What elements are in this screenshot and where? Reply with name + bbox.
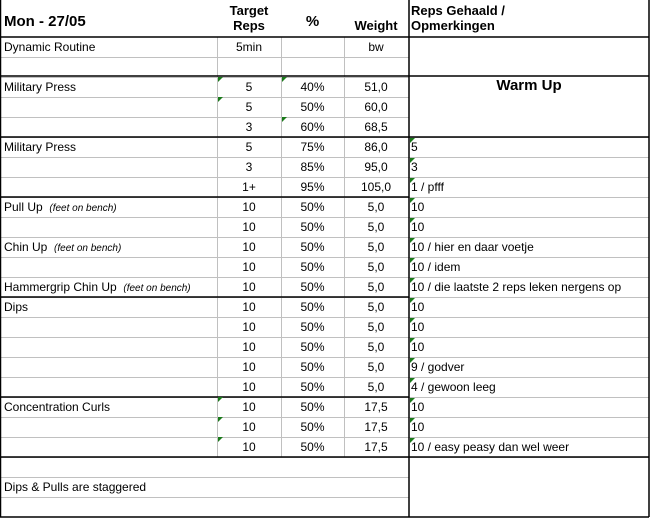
cell-reps-done[interactable]: 10 / easy peasy dan wel weer xyxy=(411,440,570,454)
cell-reps-done[interactable]: 4 / gewoon leeg xyxy=(411,380,496,394)
exercise-name: Pull Up xyxy=(4,200,43,214)
cell-weight[interactable]: 17,5 xyxy=(364,440,388,454)
cell-exercise[interactable] xyxy=(4,237,216,257)
cell-target-reps[interactable]: 10 xyxy=(242,440,256,454)
cell-exercise[interactable] xyxy=(4,57,216,77)
exercise-name: Military Press xyxy=(4,80,77,94)
cell-weight[interactable]: 105,0 xyxy=(360,180,392,194)
table-row xyxy=(0,197,651,217)
cell-reps-done[interactable]: 10 xyxy=(411,200,425,214)
table-row xyxy=(0,377,651,397)
cell-weight[interactable]: 86,0 xyxy=(364,140,388,154)
footer-note[interactable]: Dips & Pulls are staggered xyxy=(4,480,147,494)
cell-reps-done[interactable]: 10 / idem xyxy=(411,260,461,274)
table-row xyxy=(0,337,651,357)
cell-target-reps[interactable]: 10 xyxy=(242,360,256,374)
cell-target-reps[interactable]: 10 xyxy=(242,220,256,234)
cell-target-reps[interactable]: 1+ xyxy=(242,180,256,194)
cell-weight[interactable]: 60,0 xyxy=(364,100,388,114)
exercise-name: Chin Up xyxy=(4,240,48,254)
cell-weight[interactable]: 5,0 xyxy=(367,340,385,354)
cell-exercise[interactable] xyxy=(4,277,216,297)
cell-reps-done[interactable]: 10 xyxy=(411,420,425,434)
cell-exercise[interactable] xyxy=(4,117,216,137)
table-row xyxy=(0,297,651,317)
cell-percent[interactable]: 50% xyxy=(300,300,325,314)
cell-percent[interactable]: 95% xyxy=(300,180,325,194)
table-row xyxy=(0,317,651,337)
cell-exercise[interactable] xyxy=(4,137,216,157)
cell-exercise[interactable] xyxy=(4,417,216,437)
cell-reps-done[interactable]: 10 xyxy=(411,340,425,354)
header-target-reps-line1: Target xyxy=(229,3,269,18)
header-reps-done xyxy=(411,3,649,40)
cell-exercise[interactable] xyxy=(4,37,216,57)
cell-percent[interactable]: 50% xyxy=(300,420,325,434)
exercise-name: Military Press xyxy=(4,140,77,154)
cell-exercise[interactable] xyxy=(4,437,216,457)
cell-weight[interactable]: 5,0 xyxy=(367,240,385,254)
cell-percent[interactable]: 85% xyxy=(300,160,325,174)
table-row xyxy=(0,437,651,457)
cell-target-reps[interactable]: 10 xyxy=(242,400,256,414)
cell-percent[interactable]: 60% xyxy=(300,120,325,134)
cell-percent[interactable]: 50% xyxy=(300,320,325,334)
cell-weight[interactable]: 68,5 xyxy=(364,120,388,134)
cell-target-reps[interactable]: 10 xyxy=(242,380,256,394)
exercise-name: Hammergrip Chin Up xyxy=(4,280,117,294)
cell-target-reps[interactable]: 10 xyxy=(242,420,256,434)
exercise-note: (feet on bench) xyxy=(49,203,117,214)
cell-exercise[interactable] xyxy=(4,97,216,117)
cell-exercise[interactable] xyxy=(4,357,216,377)
cell-exercise[interactable] xyxy=(4,197,216,217)
cell-weight[interactable]: 5,0 xyxy=(367,380,385,394)
cell-percent[interactable]: 50% xyxy=(300,220,325,234)
cell-exercise[interactable] xyxy=(4,297,216,317)
table-row xyxy=(0,117,651,137)
cell-reps-done[interactable]: 10 xyxy=(411,400,425,414)
table-row xyxy=(0,397,651,417)
cell-weight[interactable]: 5,0 xyxy=(367,220,385,234)
cell-weight[interactable]: 95,0 xyxy=(364,160,388,174)
cell-target-reps[interactable]: 5 xyxy=(245,80,253,94)
header-reps-line2: Opmerkingen xyxy=(411,18,495,33)
cell-reps-done[interactable] xyxy=(411,97,649,117)
cell-weight[interactable] xyxy=(344,57,408,77)
cell-target-reps[interactable]: 10 xyxy=(242,200,256,214)
cell-reps-done[interactable] xyxy=(411,57,649,77)
cell-exercise[interactable] xyxy=(4,257,216,277)
cell-weight[interactable]: 5,0 xyxy=(367,260,385,274)
cell-percent[interactable]: 50% xyxy=(300,100,325,114)
cell-exercise[interactable] xyxy=(4,77,216,97)
exercise-note: (feet on bench) xyxy=(54,243,122,254)
cell-exercise[interactable] xyxy=(4,177,216,197)
cell-percent[interactable]: 50% xyxy=(300,440,325,454)
cell-exercise[interactable] xyxy=(4,217,216,237)
table-row xyxy=(0,277,651,297)
cell-reps-done[interactable]: 10 xyxy=(411,320,425,334)
cell-target-reps[interactable]: 10 xyxy=(242,340,256,354)
cell-percent[interactable]: 40% xyxy=(300,80,325,94)
cell-reps-done[interactable]: 10 xyxy=(411,220,425,234)
table-row xyxy=(0,177,651,197)
exercise-name: Dynamic Routine xyxy=(4,40,96,54)
cell-percent[interactable] xyxy=(281,37,344,57)
cell-weight[interactable]: 5,0 xyxy=(367,300,385,314)
cell-weight[interactable]: 17,5 xyxy=(364,420,388,434)
cell-percent[interactable]: 50% xyxy=(300,400,325,414)
cell-target-reps[interactable]: 10 xyxy=(242,240,256,254)
cell-weight[interactable]: bw xyxy=(368,40,384,54)
cell-weight[interactable]: 5,0 xyxy=(367,360,385,374)
cell-target-reps[interactable]: 3 xyxy=(245,120,253,134)
header-target-reps-line2: Reps xyxy=(233,18,265,33)
table-row xyxy=(0,417,651,437)
table-row xyxy=(0,57,651,77)
cell-target-reps[interactable]: 5 xyxy=(245,140,253,154)
cell-percent[interactable]: 50% xyxy=(300,380,325,394)
table-row xyxy=(0,137,651,157)
cell-target-reps[interactable]: 3 xyxy=(245,160,253,174)
cell-exercise[interactable] xyxy=(4,377,216,397)
warm-up-label: Warm Up xyxy=(496,77,562,94)
cell-weight[interactable]: 5,0 xyxy=(367,280,385,294)
cell-weight[interactable]: 5,0 xyxy=(367,200,385,214)
table-row xyxy=(0,37,651,57)
cell-exercise[interactable] xyxy=(4,397,216,417)
cell-reps-done[interactable] xyxy=(411,37,649,57)
cell-exercise[interactable] xyxy=(4,337,216,357)
exercise-note: (feet on bench) xyxy=(123,283,191,294)
cell-target-reps[interactable]: 10 xyxy=(242,300,256,314)
cell-reps-done[interactable]: 1 / pfff xyxy=(411,180,444,194)
cell-weight[interactable]: 5,0 xyxy=(367,320,385,334)
cell-target-reps[interactable]: 5 xyxy=(245,100,253,114)
exercise-name: Concentration Curls xyxy=(4,400,111,414)
cell-target-reps[interactable]: 10 xyxy=(242,320,256,334)
cell-percent[interactable]: 50% xyxy=(300,340,325,354)
header-target-reps xyxy=(217,3,281,40)
table-row xyxy=(0,257,651,277)
cell-reps-done[interactable]: 5 xyxy=(411,140,418,154)
cell-percent[interactable]: 50% xyxy=(300,260,325,274)
table-row xyxy=(0,237,651,257)
table-row xyxy=(0,97,651,117)
cell-exercise[interactable] xyxy=(4,157,216,177)
cell-reps-done[interactable] xyxy=(411,117,649,137)
exercise-name: Dips xyxy=(4,300,29,314)
table-row xyxy=(0,357,651,377)
cell-exercise[interactable] xyxy=(4,317,216,337)
cell-reps-done[interactable]: 3 xyxy=(411,160,418,174)
cell-target-reps[interactable] xyxy=(217,57,281,77)
cell-percent[interactable]: 50% xyxy=(300,240,325,254)
cell-percent[interactable]: 75% xyxy=(300,140,325,154)
cell-weight[interactable]: 51,0 xyxy=(364,80,388,94)
cell-reps-done[interactable]: 10 xyxy=(411,300,425,314)
cell-percent[interactable]: 50% xyxy=(300,280,325,294)
header-reps-line1: Reps Gehaald / xyxy=(411,3,505,18)
sheet-title: Mon - 27/05 xyxy=(4,13,86,30)
header-weight: Weight xyxy=(354,18,398,33)
cell-target-reps[interactable]: 10 xyxy=(242,280,256,294)
cell-reps-done[interactable]: 9 / godver xyxy=(411,360,465,374)
header-percent: % xyxy=(305,13,320,30)
cell-percent[interactable]: 50% xyxy=(300,360,325,374)
cell-reps-done[interactable]: 10 / die laatste 2 reps leken nergens op xyxy=(411,280,622,294)
cell-target-reps[interactable]: 5min xyxy=(235,40,262,54)
cell-percent[interactable]: 50% xyxy=(300,200,325,214)
cell-target-reps[interactable]: 10 xyxy=(242,260,256,274)
cell-percent[interactable] xyxy=(281,57,344,77)
table-row xyxy=(0,157,651,177)
cell-reps-done[interactable]: 10 / hier en daar voetje xyxy=(411,240,534,254)
cell-weight[interactable]: 17,5 xyxy=(364,400,388,414)
table-row xyxy=(0,217,651,237)
